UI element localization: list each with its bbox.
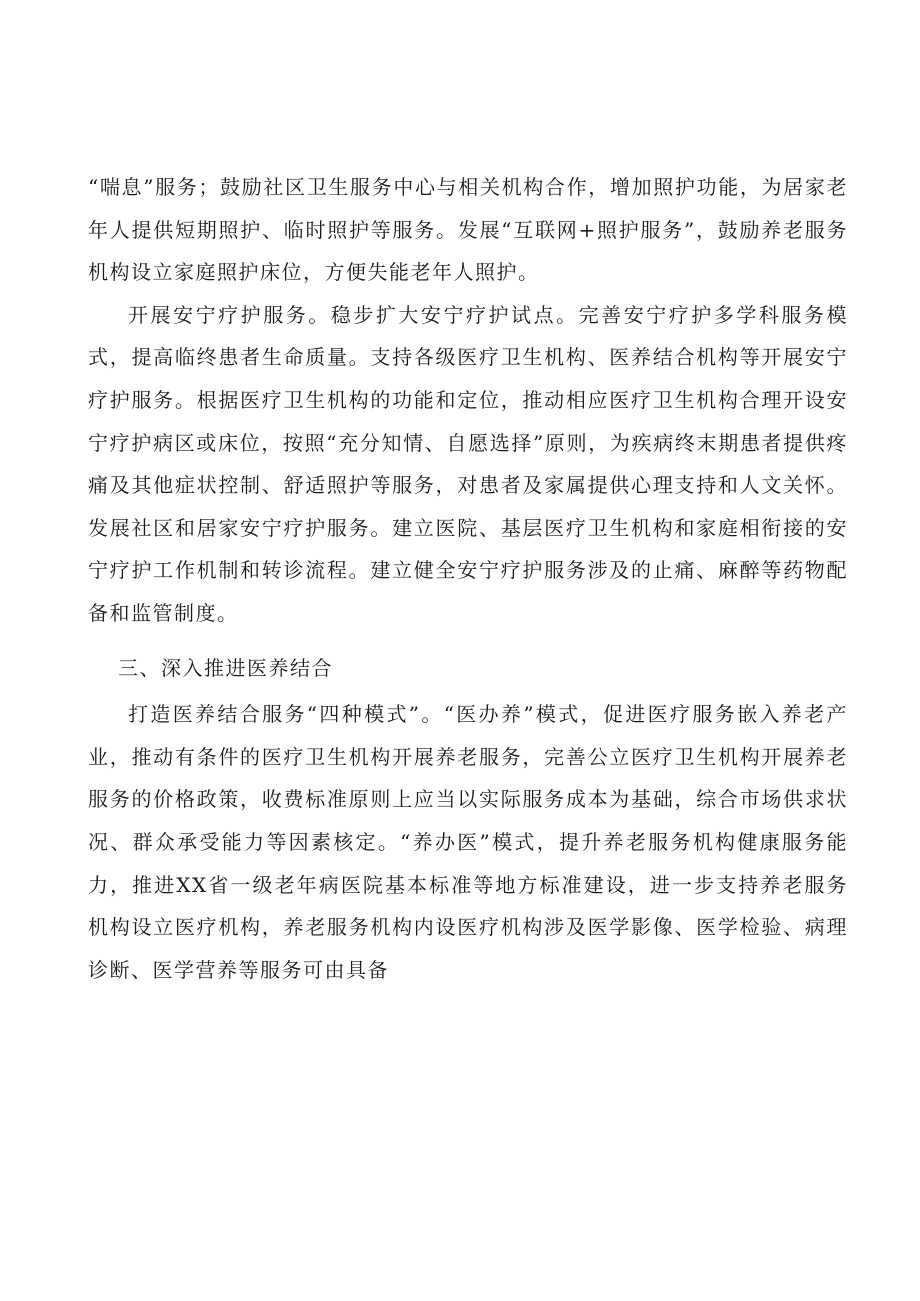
paragraph-medical-elderly-care: 打造医养结合服务“四种模式”。“医办养”模式，促进医疗服务嵌入养老产业，推动有条件的医疗卫生机构开展养老服务，完善公立医疗卫生机构开展养老服务的价格政策，收费标准原则上应当以实际服务成本为基础，综合市场供求状况、群众承受能力等因素核定。“养办医”模式，提升养老服务机构健康服务能力，推进XX省一级老年病医院基本标准等地方标准建设，进一步支持养老服务机构设立医疗机构，养老服务机构内设医疗机构涉及医学影像、医学检验、病理诊断、医学营养等服务可由具备	[88, 702, 848, 982]
section-heading: 三、深入推进医养结合	[118, 655, 333, 680]
document-body	[88, 166, 848, 991]
paragraph-hospice-care: 开展安宁疗护服务。稳步扩大安宁疗护试点。完善安宁疗护多学科服务模式，提高临终患者生命质量。支持各级医疗卫生机构、医养结合机构等开展安宁疗护服务。根据医疗卫生机构的功能和定位，推动相应医疗卫生机构合理开设安宁疗护病区或床位，按照“充分知情、自愿选择”原则，为疾病终末期患者提供疼痛及其他症状控制、舒适照护等服务，对患者及家属提供心理支持和人文关怀。发展社区和居家安宁疗护服务。建立医院、基层医疗卫生机构和家庭相衔接的安宁疗护工作机制和转诊流程。建立健全安宁疗护服务涉及的止痛、麻醉等药物配备和监管制度。	[88, 302, 848, 625]
paragraph-continuation: “喘息”服务；鼓励社区卫生服务中心与相关机构合作，增加照护功能，为居家老年人提供短期照护、临时照护等服务。发展“互联网+照护服务”，鼓励养老服务机构设立家庭照护床位，方便失能老年人照护。	[88, 175, 848, 285]
